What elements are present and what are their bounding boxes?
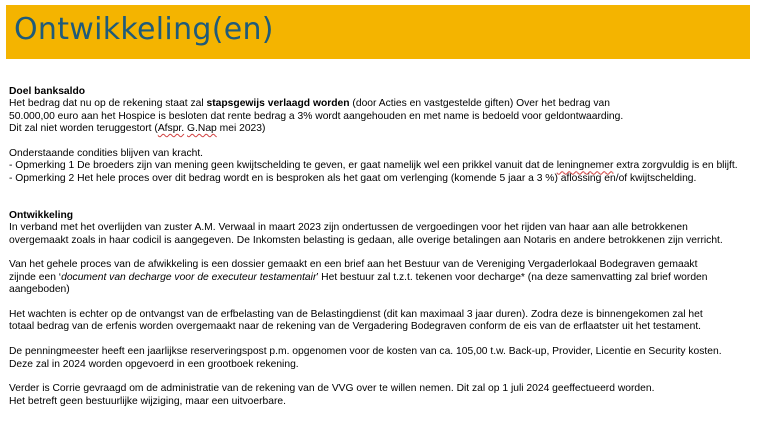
paragraph-2-line-1: Van het gehele proces van de afwikkeling is een dossier gemaakt en een brief aan het Bestuur van de Vereniging Vergaderlokaal Bodegraven gemaakt (9, 259, 698, 271)
paragraph-2-line-3: aangeboden) (9, 284, 70, 296)
paragraph-2-line-2 (9, 272, 761, 284)
spellcheck-word: leningnemer (556, 160, 614, 172)
bold-run: stapsgewijs verlaagd worden (206, 98, 350, 110)
spacer (9, 334, 761, 346)
paragraph-5-line-1: Verder is Corrie gevraagd om de administratie van de rekening van de VVG over te willen nemen. Dit zal op 1 juli 2024 geeffectueerd worden. (9, 383, 655, 395)
conditions-intro: Onderstaande condities blijven van kracht. (9, 147, 204, 159)
text-run: Dit zal niet worden teruggestort ( (9, 123, 158, 135)
spacer (9, 247, 761, 259)
spacer (9, 371, 761, 383)
spacer (9, 198, 761, 210)
text-run: zijnde een ‘ (9, 271, 62, 283)
doel-line-3 (9, 123, 761, 135)
spacer (9, 136, 761, 148)
paragraph-1-line-2: overgemaakt zoals in haar codicil is aangegeven. De Inkomsten belasting is gedaan, alle overige betalingen aan Notaris en andere betrokkenen zijn verricht. (9, 234, 723, 246)
page-title: Ontwikkeling(en) (14, 12, 274, 47)
spacer (9, 185, 761, 197)
paragraph-3-line-1: Het wachten is echter op de ontvangst van de erfbelasting van de Belastingdienst (dit kan maximaal 3 jaar duren). Zodra deze is binnengekomen zal het (9, 309, 703, 321)
document-body (9, 86, 761, 408)
italic-run: document van decharge voor de executeur testamentair (61, 271, 317, 283)
spacer (9, 297, 761, 309)
paragraph-4-line-1: De penningmeester heeft een jaarlijkse reserveringspost p.m. opgenomen voor de kosten van ca. 105,00 t.w. Back-up, Provider, Licentie en Security kosten. (9, 346, 722, 358)
doel-line-1 (9, 98, 761, 110)
doel-line-2: 50.000,00 euro aan het Hospice is besloten dat rente bedrag a 3% wordt aangehouden en met name is bedoeld voor geldontwaarding. (9, 110, 624, 122)
text-run: (door Acties en vastgestelde giften) Over het bedrag van (349, 98, 610, 110)
text-run: Het bedrag dat nu op de rekening staat zal (9, 98, 207, 110)
text-run: ’ Het bestuur zal t.z.t. tekenen voor decharge* (na deze samenvatting zal brief worden (316, 271, 708, 283)
text-run: extra zorgvuldig is en blijft. (613, 160, 738, 172)
ontwikkeling-heading: Ontwikkeling (9, 209, 74, 221)
paragraph-3-line-2: totaal bedrag van de erfenis worden overgemaakt naar de rekening van de Vergadering Bodegraven conform de eis van de erflaatster uit het testament. (9, 321, 702, 333)
condition-2: - Opmerking 2 Het hele proces over dit bedrag wordt en is besproken als het gaat om verlenging (komende 5 jaar a 3 %) aflossing en/of kwijtschelding. (9, 172, 697, 184)
paragraph-4-line-2: Deze zal in 2024 worden opgevoerd in een grootboek rekening. (9, 358, 299, 370)
condition-1 (9, 160, 761, 172)
text-run: - Opmerking 1 De broeders zijn van mening geen kwijtschelding te geven, er gaat namelijk wel een prikkel vanuit dat de (9, 160, 557, 172)
doel-heading: Doel banksaldo (9, 86, 86, 97)
text-run: mei 2023) (216, 123, 266, 135)
paragraph-5-line-2: Het betreft geen bestuurlijke wijziging, maar een uitvoerbare. (9, 395, 287, 407)
spellcheck-word: G.Nap (187, 123, 217, 135)
title-banner (6, 5, 750, 59)
spellcheck-word: Afspr. (157, 123, 185, 135)
paragraph-1-line-1: In verband met het overlijden van zuster A.M. Verwaal in maart 2023 zijn ondertussen de vergoedingen voor het rijden van haar aan alle betrokkenen (9, 222, 688, 234)
